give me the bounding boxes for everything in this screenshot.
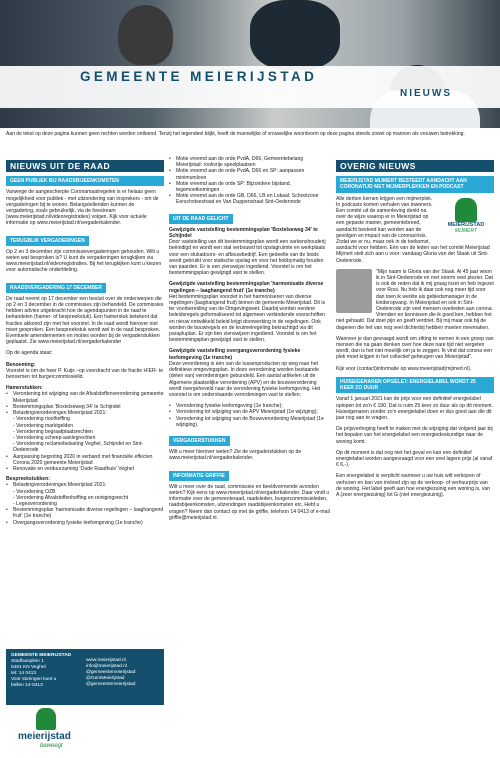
- subheading-terugblik: TERUGBLIK VERGADERINGEN: [6, 236, 89, 246]
- column-overig: [336, 160, 494, 503]
- text-energielabel-4: Een energielabel is verplicht wanneer u uw huis wilt verkopen of verhuren en kan van invloed zijn op de verkoop- of verhuurprijs van de woning. Het label geeft aan hoe energiezuinig een woning is, van A (zeer energiezuinig) tot G (niet energiezuinig).: [336, 473, 491, 498]
- article-2-title: Gewijzigde vaststelling bestemmingsplan 'harmonisatie diverse regelingen – laaghangend fruit' (1e tranche): [169, 281, 324, 294]
- list-item: - Verordening marktgelden: [13, 422, 74, 429]
- list-item: • Renovatie en verduurzaming 'Oude Raadhuis' Veghel: [6, 466, 164, 472]
- list-item: - Verordening OZB: [13, 488, 56, 495]
- text-raadsvergadering: De raad neemt op 17 december een besluit over de onderwerpen die op 2 en 3 december in de commissies zijn behandeld. De commissies hebben advies uitgebracht hoe de agendapunten in de raad te behandelen (hamer- of bespreekstuk). Een hamerstuk betekent dat fracties akkoord zijn met het voorstel. In de raad wordt hierover niet meer gesproken. Een bespreekstuk wordt wel in de raad besproken. Eventuele amendementen en moties worden bij de vergaderstukken geplaatst. Zie www.meierijstad.nl/vergaderkalender: [6, 295, 164, 346]
- list-item: - Verordening scheep-aanlegrechten: [13, 434, 96, 441]
- column-raad-2: [169, 156, 330, 526]
- quote-gloria-3: Kijk voor (contact)informatie op www.meierijstad(mijmert.nl).: [336, 365, 472, 372]
- list-item: • Belastingverordeningen Meierijstad 2021:: [6, 482, 164, 488]
- list-item: • Motie vreemd aan de orde SP: Bijzondere bijstand, tegemoetkomingen: [169, 181, 330, 193]
- footer-name: GEMEENTE MEIERIJSTAD: [11, 653, 72, 658]
- article-3-title: Gewijzigde vaststelling overgangsverordening fysieke leefomgeving (1e tranche): [169, 348, 301, 361]
- text-geen-publiek: Vanwege de aangescherpte Coronamaatregelen is er helaas geen mogelijkheid voor publiek - met uitzondering van insprekers - om de vergaderingen bij te wonen. Belangstellenden kunnen de vergadering, zoals gebruikelijk, via de livestream (www.meierijstad.nl/videoregistraties) volgen. Kijk voor actuele informatie op www.meierijstad.nl/vergaderkalender.: [6, 189, 159, 227]
- meierijstad-logo: [10, 708, 90, 754]
- subheading-vergaderstukken: VERGADERSTUKKEN: [169, 436, 230, 446]
- benoeming-text: Voorstel is om de heer P. Kuijs –op voordracht van de fractie H!ER- te benoemen tot burgercommissielid.: [6, 367, 164, 381]
- mijmert-mark-icon: [455, 198, 477, 222]
- footer-address-2: 5461 KN Veghel: [11, 665, 46, 670]
- text-terugblik: Op 2 en 3 december zijn commissievergaderingen gehouden. Wilt u weten wat besproken is? U kunt de vergaderingen terugkijken via www.meierijstad.nl/videoregistraties. Bij het terugkijken kunt u kiezen voor automatische ondertiteling.: [6, 248, 162, 274]
- list-item: • Verordening tot wijziging van de Afvalstoffenverordening gemeente Meierijstad: [6, 391, 164, 403]
- mijmert-logo-name: MEIERIJSTAD: [447, 221, 485, 228]
- list-item: - Verordening reclamebelasting Veghel, Schijndel en Sint-Oedenrode: [13, 441, 143, 454]
- footer-address-1: Stadhuisplein 1: [11, 659, 44, 664]
- list-item: - Legesverordening: [13, 500, 57, 507]
- bespreek-list-2: [6, 507, 164, 526]
- page-title: GEMEENTE MEIERIJSTAD: [80, 69, 318, 84]
- footer-website-link[interactable]: www.meierijstad.nl: [86, 658, 126, 663]
- article-1-text: Door vaststelling van dit bestemmingsplan wordt een varkenshouderij beëindigd en wordt een stal verbouwd tot opslagruimte en werkplaats voor een stukadoors- en afbouwbedrijf. Een gedeelte van de loods wordt gebruikt voor statische opslag en voor het hobbymatig houden van paarden. Er is een zienswijze ingediend. Voorstel is om het bestemmingsplan gewijzigd vast te stellen.: [169, 239, 326, 277]
- hamer-title: Hamerstukken:: [6, 385, 43, 392]
- section-heading-overig: OVERIG NIEUWS: [336, 160, 494, 172]
- bespreek-title: Bespreekstukken:: [6, 476, 50, 483]
- logo-mark-icon: [36, 708, 56, 730]
- motie-list: [169, 156, 330, 206]
- list-item: • Motie vreemd aan de orde PvdA, D66, Gemeentebelang Meierijstad: rookvrije speelplaatsen: [169, 156, 330, 168]
- text-energielabel-2: De prijsverhoging heeft te maken met de wijziging dat volgend jaar bij het bepalen van het energielabel een energiedeskundige naar de woning komt.: [336, 426, 493, 445]
- article-1-title: Gewijzigde vaststelling bestemmingsplan 'Boxtelseweg 34' te Schijndel: [169, 226, 318, 240]
- quote-gloria: "Mijn naam is Gloria van der Staak. Al 45 jaar woon ik in Sint-Oedenrode en met enorm veel plezier. Dat is ook de reden dat ik mij graag inzet en heb ingezet voor Rooi. Nu heb ik daar ook nog meer tijd voor dan toen ik werkte als gebiedsmanager in de kinderopvang. In Meierijstad en ook in Sint-Oedenrode zijn veel mensen overleden aan corona. Vrienden en kennissen die ik goed ken, hebben het niet gehaald. Dat doet pijn en geeft verdriet. Bij mij maar ook bij de dagenen die het van nog veel dichterbij hebben moeten meemaken.: [336, 268, 494, 331]
- disclaimer: Aan de tekst op deze pagina kunnen geen rechten worden ontleend. Tenzij het tegendeel blijkt, heeft de mannelijke of vrouwelijke woordvorm op deze pagina steeds zowel op mannen als vrouwen betrekking.: [6, 131, 465, 137]
- benoeming-title: Benoeming:: [6, 361, 36, 368]
- quote-gloria-2: Wanneer je dan gevraagd wordt om zitting te nemen in een groep van mensen die na gaan denken over hoe deze nare tijd niet vergeten wordt, dan is het niet moeilijk om ja te zeggen. Ik vind dat corona een plek moet krijgen in het collectief geheugen van Meierijstad".: [336, 335, 494, 361]
- column-raad: [6, 160, 164, 530]
- subheading-informatie-griffie: INFORMATIE GRIFFIE: [169, 471, 229, 481]
- logo-tagline: beweegt: [40, 743, 63, 749]
- subheading-uit-de-raad: UIT DE RAAD GELICHT: [169, 214, 233, 224]
- footer-instagram-link[interactable]: @gemeentemeierijstad: [86, 682, 136, 687]
- text-energielabel-3: Op dit moment is dat nog niet het geval en kan een definitief energielabel worden aangevraagd voor een veel lagere prijs (al vanaf € 6,-).: [336, 449, 493, 469]
- subheading-energielabel: HUISEIGENAREN OPGELET: ENERGIELABEL WORDT 25 KEER ZO DUUR: [336, 377, 494, 393]
- bespreek-list: [6, 482, 164, 488]
- subheading-raadsvergadering: RAADSVERGADERING 17 DECEMBER: [6, 283, 106, 293]
- list-item: - Verordening Afvalstoffenheffing en reinigingsrecht: [13, 494, 129, 501]
- list-item: • Verordening fysieke leefomgeving (1e tranche);: [169, 403, 330, 409]
- hamer-sublist: [6, 416, 164, 453]
- text-energielabel-1: Vanaf 1 januari 2021 kan de prijs voor een definitief energielabel oplopen tot zo'n € 190. Dat is ruim 25 keer zo duur als op dit moment. Huiseigenaren zonder zo'n energielabel doen er dus goed aan die dit jaar nog aan te vragen.: [336, 396, 493, 421]
- list-item: • Motie vreemd aan de orde PvdA, D66 en SP: aanpassen minimumloon: [169, 168, 330, 180]
- gloria-photo: [336, 269, 372, 313]
- list-item: • Aanpassing begroting 2020 in verband met financiële effecten Corona 2020 gemeente Meierijstad: [6, 454, 164, 466]
- list-item: - Verordening rioolheffing: [13, 416, 70, 423]
- page-subtitle: NIEUWS: [400, 88, 452, 99]
- verordening-list: [169, 403, 330, 428]
- text-informatie-griffie: Wilt u meer over de raad, commissies en beeldvormende avonden weten? Kijk eens op www.meierijstad.nl/vergaderkalender. Daar vindt u informatie over de gemeenteraad, raadsleden, burgercommissieleden, raadsbijeenkomsten, uitzendingen raadsbijeenkomsten etc. Hebt u vragen? Neem dan contact op met de griffie, telefoon 14 0413 of e-mail griffie@meierijstad.nl.: [169, 483, 330, 521]
- mijmert-logo: [438, 198, 494, 242]
- footer-facebook-link[interactable]: @gemeentemeierijstad: [86, 670, 136, 675]
- footer-phone: tel: 14 0413: [11, 671, 37, 676]
- list-item: • Overgangsverordening fysieke leefomgeving (1e tranche): [6, 520, 164, 526]
- text-vergaderstukken: Wilt u meer hierover weten? Zie de vergaderstukken op de www.meierijstad.nl/vergaderkalender.: [169, 449, 302, 462]
- list-item: • Belastingverordeningen Meierijstad 2021:: [6, 410, 164, 416]
- footer-twitter-link[interactable]: @GemMeierijstad: [86, 676, 125, 681]
- contact-box: [6, 649, 164, 705]
- subheading-geen-publiek: GEEN PUBLIEK BIJ RAADSBIJEENKOMSTEN: [6, 176, 164, 186]
- list-item: • Bestemmingsplan 'harmonisatie diverse regelingen – laaghangend fruit' (1e tranche): [6, 507, 164, 519]
- hero-photo: [0, 0, 500, 128]
- subheading-mijmert: MEIERIJSTAD MIJMERT BESTEEDT AANDACHT AAN CORONATIJD MET MIJMERPLEKKEN EN PODCAST: [336, 176, 494, 192]
- hamer-list-2: [6, 454, 164, 473]
- text-mijmert: Alle dertien kernen krijgen een mijmerplek. In podcasts komen verhalen van inwoners. Een comité uit de samenleving denkt na over de wijze waarop er in Meierijstad op een gepaste manier, gemeentebreed, aandacht besteed kan worden aan de gevolgen en impact van de coronacrisis. Zodat we er nu, maar ook in de toekomst, aandacht voor hebben. Eén van de leden van het comité Meierijstad Mijmert stelt zich aan u voor: vandaag Gloria van der Staak uit Sint-Oedenrode.: [336, 195, 490, 264]
- footer-storing-1: Voor storingen kunt u: [11, 677, 57, 682]
- mijmert-logo-tag: MIJMERT: [454, 227, 478, 234]
- hamer-list: [6, 391, 164, 416]
- agenda-intro: Op de agenda staat:: [6, 350, 53, 357]
- logo-name: meierijstad: [18, 731, 71, 742]
- list-item: - Verordening begraafplaatsrechten: [13, 428, 93, 435]
- footer-storing-2: bellen 14-0413: [11, 683, 43, 688]
- list-item: • Verordening tot wijziging van de APV Meierijstad (1e wijziging);: [169, 409, 330, 415]
- list-item: • Motie vreemd aan de orde GB, D66, LB en Lokaal: Schoolzone Eerschotsestraat en Van Duppenstraat Sint-Oedenrode: [169, 193, 330, 205]
- footer-email-link[interactable]: info@meierijstad.nl: [86, 664, 127, 669]
- section-heading-raad: NIEUWS UIT DE RAAD: [6, 160, 164, 172]
- list-item: • Bestemmingsplan 'Boxtelseweg 34' te Schijndel: [6, 404, 164, 410]
- bespreek-sublist: [6, 489, 164, 508]
- list-item: • Verordening tot wijziging van de Bouwverordening Meierijstad (1e wijziging).: [169, 416, 330, 428]
- article-3-text: Deze verordening is één van de tussenproducten op weg naar het definitieve omgevingsplan. In deze verordening worden bestaande (delen van) verordeningen gebundeld. Een aantal artikelen uit de Algemene plaatselijke verordening (APV) en de bouwverordening wordt overgeheveld naar de verordening fysieke leefomgeving. Het voorstel is om onderstaande verordeningen vast te stellen:: [169, 360, 321, 398]
- article-2-text: Het bestemmingsplan voorziet in het harmoniseren van diverse regelingen (laaghangend fruit) binnen de gemeente Meierijstad. Dit is ter voorbereiding van de Omgevingswet. Daarbij worden eerdere beleidsregels geformaliseerd tot algemeen verbindende voorschriften en nieuw ontwikkeld beleid krijgt doorwerking in de regelingen. Ook worden de bouwregels en de kruimelregeling bekrachtigd via dit parapluplan. Er zijn tien zienswijzen ingediend. Voorstel is om het bestemmingsplan gewijzigd vast te stellen.: [169, 293, 326, 344]
